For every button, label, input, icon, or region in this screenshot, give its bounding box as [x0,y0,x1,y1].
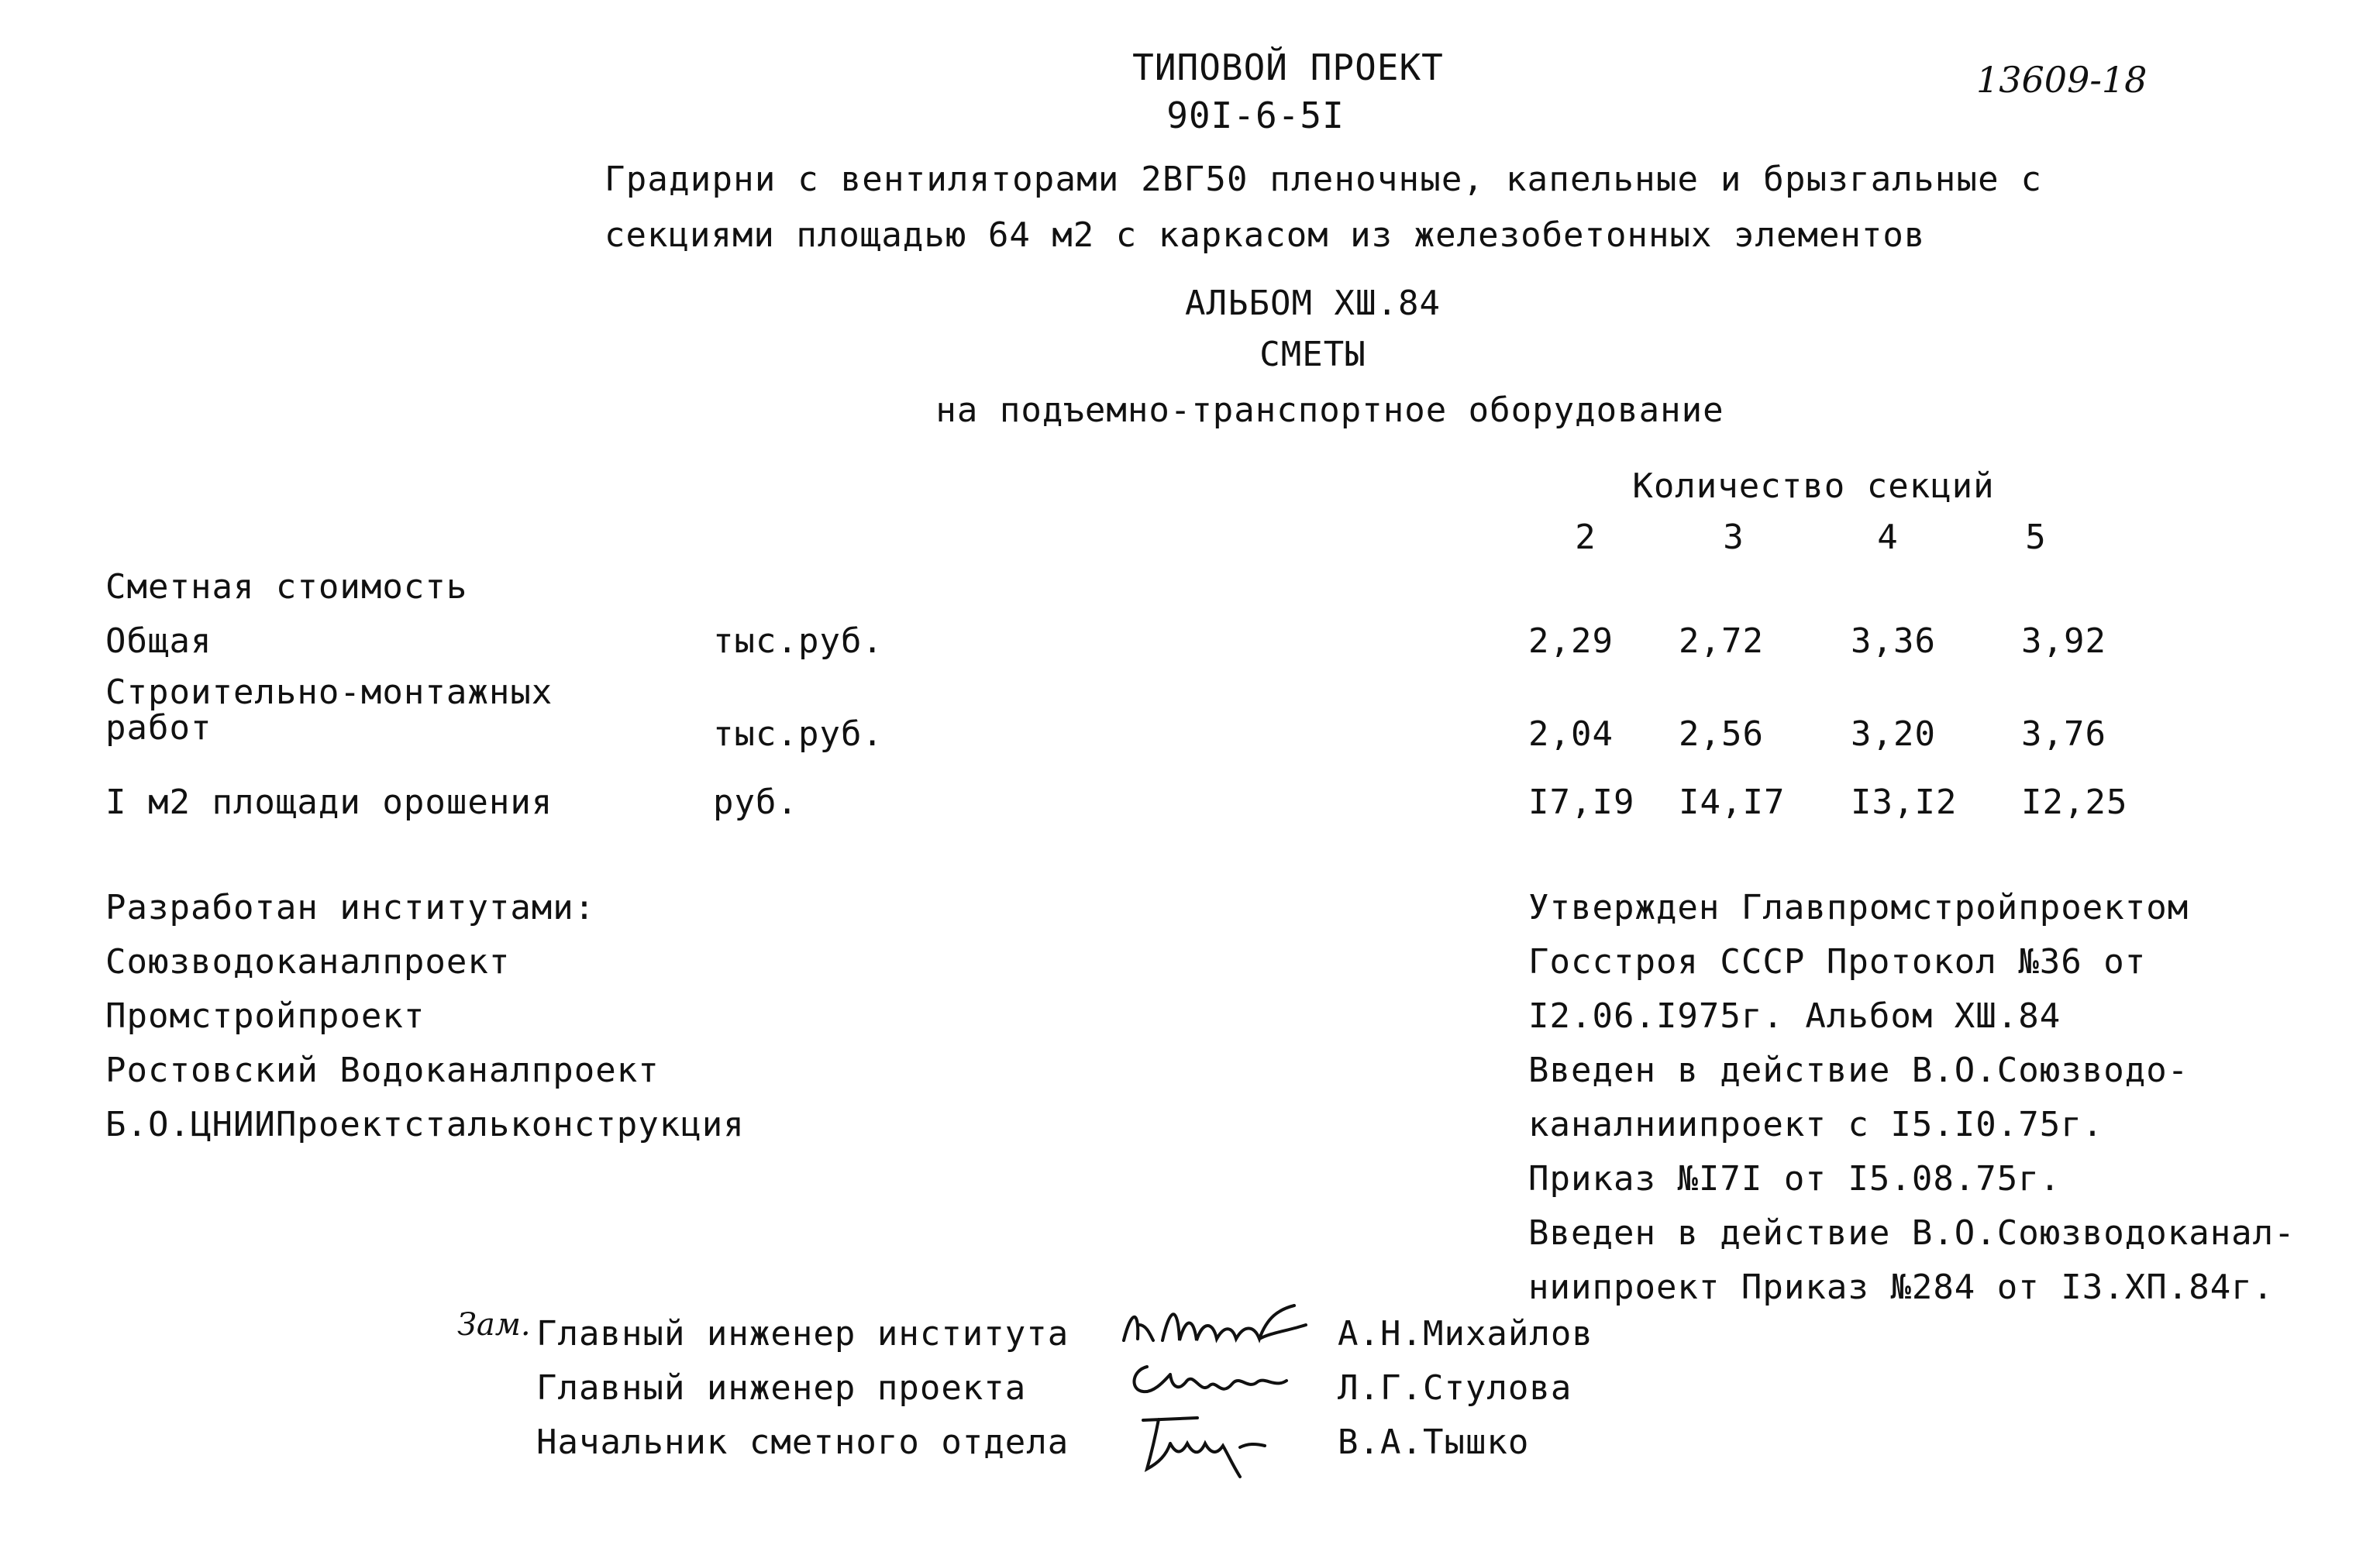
table-cell: 3,92 [2021,621,2106,661]
signature-position: Главный инженер института [536,1314,1069,1354]
table-cell: I7,I9 [1528,783,1635,822]
table-cell: 3,76 [2021,714,2106,754]
approval-line: каналниипроект с I5.I0.75г. [1528,1105,2104,1144]
title-line-1: Градирни с вентиляторами 2ВГ50 пленочные, капельные и брызгальные с [604,160,2043,199]
row-construction-label-1: Строительно-монтажных [105,673,553,712]
doc-type: СМЕТЫ [1259,335,1366,374]
row-area-label: I м2 площади орошения [105,783,553,822]
title-line-2: секциями площадью 64 м2 с каркасом из железобетонных элементов [604,215,1926,255]
sections-header: Количество секций [1632,466,1995,506]
signature-name: В.А.Тышко [1338,1423,1530,1462]
institute-item: Б.О.ЦНИИПроектстальконструкция [105,1105,745,1144]
row-total-unit: тыс.руб. [713,621,883,661]
signature-position: Начальник сметного отдела [536,1423,1069,1462]
signature-position: Главный инженер проекта [536,1368,1027,1408]
zam-prefix: Зам. [457,1307,531,1343]
table-cell: 2,29 [1528,621,1614,661]
row-construction-unit: тыс.руб. [713,714,883,754]
institute-item: Ростовский Водоканалпроект [105,1051,660,1090]
cost-heading: Сметная стоимость [105,567,468,607]
table-cell: 3,36 [1851,621,1936,661]
approval-line: ниипроект Приказ №284 от I3.ХП.84г. [1528,1268,2275,1307]
developed-heading: Разработан институтами: [105,888,596,927]
signature-name: А.Н.Михайлов [1338,1314,1593,1354]
table-cell: I3,I2 [1851,783,1958,822]
table-cell: 2,04 [1528,714,1614,754]
doc-subject: на подъемно-транспортное оборудование [935,390,1724,430]
approval-line: Приказ №I7I от I5.08.75г. [1528,1159,2061,1199]
table-cell: I2,25 [2021,783,2128,822]
row-construction-label-2: работ [105,708,212,748]
approval-line: I2.06.I975г. Альбом ХШ.84 [1528,996,2061,1036]
table-cell: 2,72 [1679,621,1764,661]
approval-line: Введен в действие В.О.Союзводо- [1528,1051,2189,1090]
approval-line: Утвержден Главпромстройпроектом [1528,888,2189,927]
row-area-unit: руб. [713,783,798,822]
signature-mikhailov [1116,1294,1348,1356]
section-count-2: 2 [1575,518,1596,557]
handwritten-code: 13609-18 [1976,59,2148,101]
row-total-label: Общая [105,621,212,661]
album-number: АЛЬБОМ ХШ.84 [1185,284,1441,323]
signature-tyshko [1124,1409,1325,1486]
institute-item: Промстройпроект [105,996,425,1036]
table-cell: I4,I7 [1679,783,1786,822]
project-number: 90I-6-5I [1166,95,1345,136]
institute-item: Союзводоканалпроект [105,942,511,982]
signature-stulova [1124,1351,1325,1413]
approval-line: Госстроя СССР Протокол №36 от [1528,942,2147,982]
section-count-5: 5 [2025,518,2047,557]
section-count-4: 4 [1877,518,1899,557]
project-type: ТИПОВОЙ ПРОЕКТ [1132,46,1444,88]
table-cell: 3,20 [1851,714,1936,754]
signature-name: Л.Г.Стулова [1338,1368,1572,1408]
section-count-3: 3 [1723,518,1745,557]
approval-line: Введен в действие В.О.Союзводоканал- [1528,1213,2296,1253]
table-cell: 2,56 [1679,714,1764,754]
